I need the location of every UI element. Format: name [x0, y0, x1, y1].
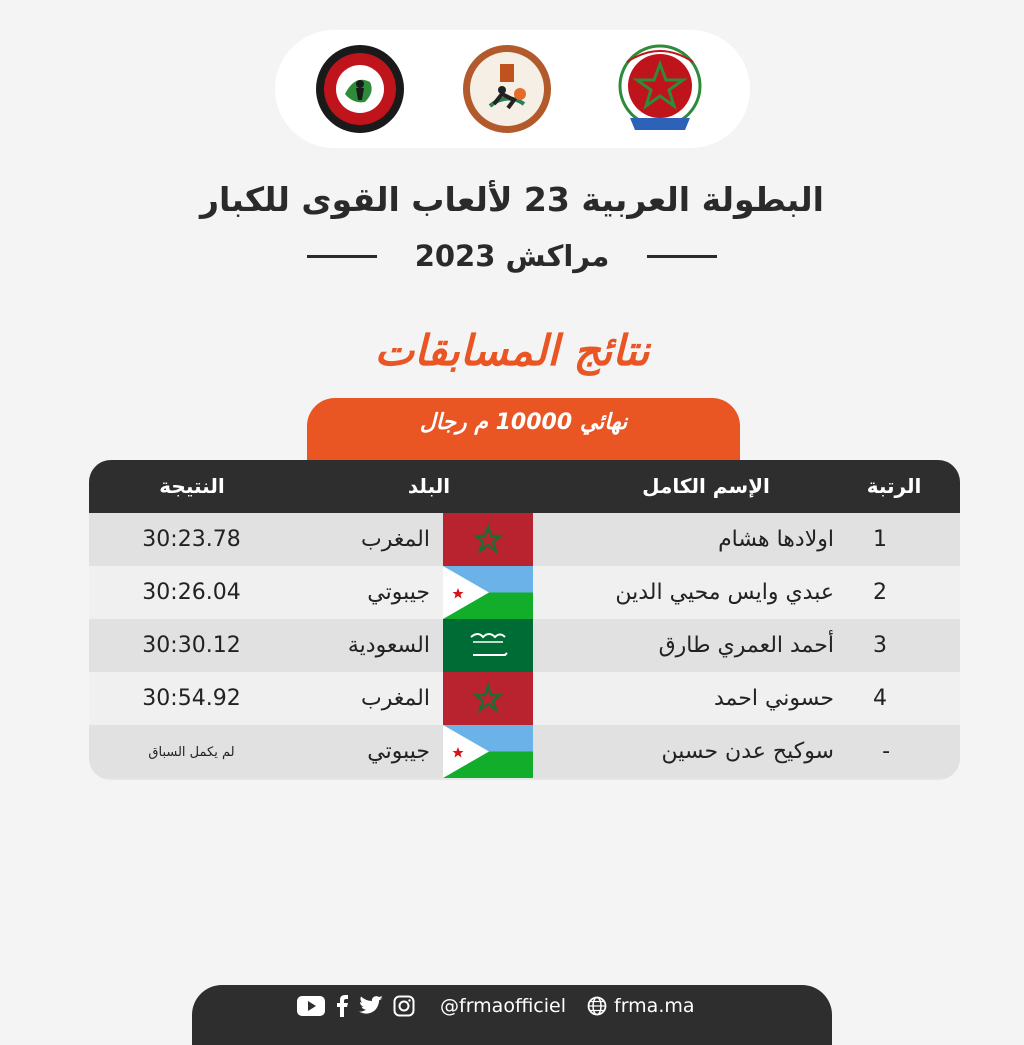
table-row: 1 اولادها هشام المغرب 30:23.78: [89, 513, 960, 566]
section-title: نتائج المسابقات: [374, 326, 650, 375]
morocco-flag-icon: [443, 672, 533, 725]
youtube-icon[interactable]: [297, 996, 325, 1016]
divider-right: [647, 255, 717, 258]
djibouti-flag-icon: [443, 725, 533, 778]
divider-left: [307, 255, 377, 258]
country-cell: المغرب: [361, 527, 430, 552]
frma-logo: [615, 44, 705, 134]
result-cell: 30:54.92: [142, 686, 241, 711]
result-cell: لم يكمل السباق: [148, 745, 235, 760]
facebook-icon[interactable]: [335, 995, 349, 1017]
morocco-flag-icon: [443, 513, 533, 566]
footer-bar: [192, 985, 832, 1045]
name-cell: اولادها هشام: [718, 527, 834, 552]
result-cell: 30:23.78: [142, 527, 241, 552]
page-title: البطولة العربية 23 لألعاب القوى للكبار: [200, 180, 824, 219]
name-cell: حسوني احمد: [713, 686, 834, 711]
country-cell: جيبوتي: [367, 739, 430, 764]
name-cell: سوكيح عدن حسين: [661, 739, 834, 764]
instagram-icon[interactable]: [393, 995, 415, 1017]
website-link[interactable]: frma.ma: [614, 995, 695, 1017]
header-rank: الرتبة: [866, 474, 922, 498]
page-subtitle: مراكش 2023: [414, 239, 610, 273]
subtitle-row: [0, 236, 1024, 276]
header-result: النتيجة: [159, 474, 225, 498]
saudi-flag-icon: [443, 619, 533, 672]
twitter-icon[interactable]: [359, 996, 383, 1016]
table-row: 3 أحمد العمري طارق السعودية 30:30.12: [89, 619, 960, 672]
arab-athletics-union-logo: [315, 44, 405, 134]
result-cell: 30:30.12: [142, 633, 241, 658]
result-cell: 30:26.04: [142, 580, 241, 605]
country-cell: السعودية: [347, 633, 430, 658]
header-country: البلد: [407, 474, 451, 498]
logo-bar: [275, 30, 750, 148]
event-tab: [307, 398, 740, 462]
djibouti-flag-icon: [443, 566, 533, 619]
championship-logo: [462, 44, 552, 134]
social-icons: [297, 995, 425, 1017]
results-table: [89, 460, 960, 780]
table-row: 4 حسوني احمد المغرب 30:54.92: [89, 672, 960, 725]
name-cell: عبدي وايس محيي الدين: [615, 580, 834, 605]
table-row: 2 عبدي وايس محيي الدين جيبوتي 30:26.04: [89, 566, 960, 619]
social-handle[interactable]: @frmaofficiel: [440, 995, 567, 1017]
table-header: [89, 460, 960, 513]
event-title: نهائي 10000 م رجال: [419, 410, 628, 435]
table-row: - سوكيح عدن حسين جيبوتي لم يكمل السباق: [89, 725, 960, 778]
country-cell: جيبوتي: [367, 580, 430, 605]
globe-icon: [587, 996, 607, 1016]
header-name: الإسم الكامل: [642, 474, 770, 498]
country-cell: المغرب: [361, 686, 430, 711]
name-cell: أحمد العمري طارق: [658, 633, 834, 658]
